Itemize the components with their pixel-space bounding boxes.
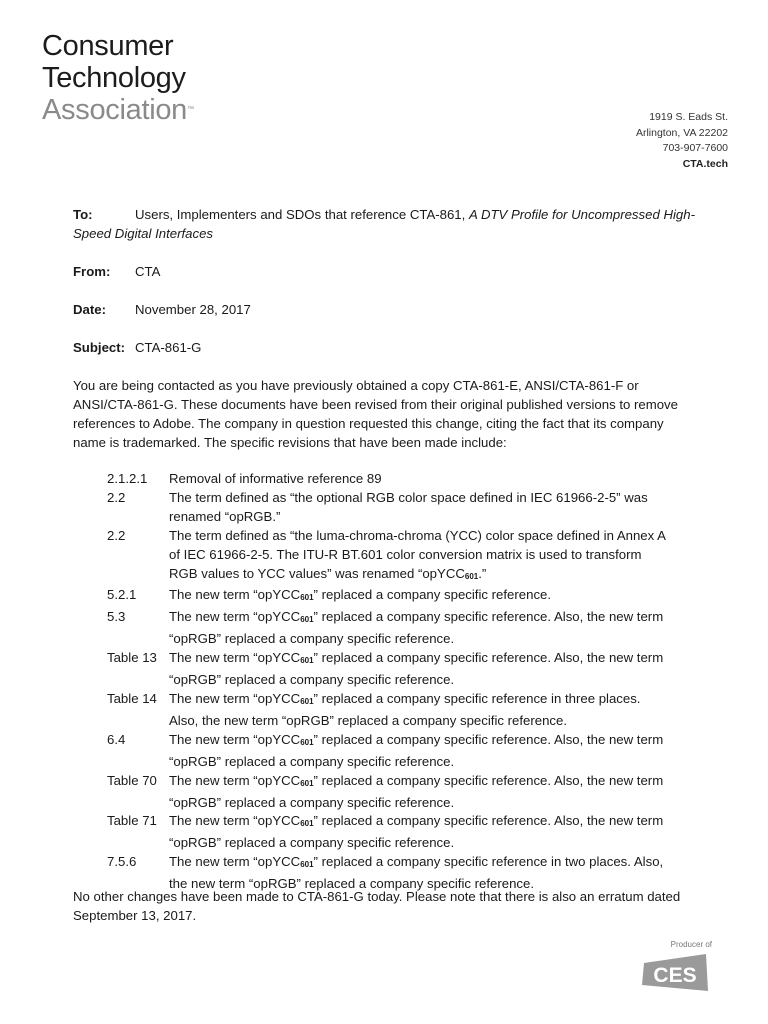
subscript-601: 601 — [300, 819, 314, 829]
trademark-mark: ™ — [187, 106, 194, 113]
subscript-601: 601 — [464, 571, 479, 581]
revision-item — [107, 470, 667, 489]
revision-text: ” replaced a company specific reference in three places. Also, the new term “opRGB” replaced a company specific reference. — [169, 690, 641, 728]
ces-logo-icon — [640, 951, 712, 993]
subscript-601: 601 — [300, 778, 314, 788]
revision-description — [169, 608, 667, 649]
subscript-601: 601 — [300, 860, 314, 870]
revision-text: Removal of informative reference 89 — [169, 471, 382, 486]
revision-item — [107, 731, 667, 772]
revision-text: ” replaced a company specific reference. Also, the new term “opRGB” replaced a company specific reference. — [169, 772, 664, 810]
revision-section: 7.5.6 — [107, 854, 137, 870]
address-city: Arlington, VA 22202 — [635, 126, 728, 139]
revision-item — [107, 772, 667, 813]
revision-section: 2.1.2.1 — [107, 471, 148, 486]
revision-text: The term defined as “the luma-chroma-chroma (YCC) color space defined in Annex A of IEC 61966-2-5. The ITU-R BT.601 color conversion matrix is used to transform RGB values to YCC values” was renamed “opYCC — [169, 527, 666, 581]
logo-line-2: Technology — [42, 62, 186, 94]
revision-description — [169, 812, 667, 853]
memo-to — [73, 205, 698, 243]
revision-item — [107, 649, 667, 690]
revision-text: .” — [478, 565, 487, 581]
revision-section: 6.4 — [107, 731, 126, 747]
to-label: To: — [73, 207, 93, 222]
from-value: CTA — [135, 264, 161, 279]
revision-item — [107, 527, 667, 587]
ces-producer-label: Producer of — [670, 940, 712, 949]
date-value: November 28, 2017 — [135, 302, 251, 317]
revision-description — [169, 690, 667, 731]
revision-text: The new term “opYCC — [169, 772, 301, 788]
revision-text: The term defined as “the optional RGB color space defined in IEC 61966-2-5” was renamed “opRGB.” — [169, 489, 648, 524]
revision-description — [169, 586, 667, 608]
revision-text: ” replaced a company specific reference. Also, the new term “opRGB” replaced a company specific reference. — [169, 813, 664, 851]
revision-section: Table 70 — [107, 772, 157, 788]
revision-text: The new term “opYCC — [169, 731, 301, 747]
revision-description — [169, 489, 667, 527]
revision-section: 5.2.1 — [107, 587, 137, 603]
revision-text: ” replaced a company specific reference. Also, the new term “opRGB” replaced a company specific reference. — [169, 650, 664, 688]
revision-section: 5.3 — [107, 609, 126, 625]
address-phone: 703-907-7600 — [662, 142, 728, 154]
revision-text: ” replaced a company specific reference. Also, the new term “opRGB” replaced a company specific reference. — [169, 609, 664, 647]
revision-text: ” replaced a company specific reference. — [313, 587, 552, 603]
subject-label: Subject: — [73, 340, 126, 355]
revision-section: 2.2 — [107, 527, 126, 543]
subscript-601: 601 — [300, 696, 314, 706]
subject-value: CTA-861-G — [135, 340, 202, 355]
revision-item — [107, 812, 667, 853]
memo-from — [73, 262, 160, 281]
from-label: From: — [73, 264, 111, 279]
revision-item — [107, 586, 667, 608]
revision-text: ” replaced a company specific reference in two places. Also, the new term “opRGB” replaced a company specific reference. — [169, 854, 664, 892]
revision-description — [169, 470, 667, 489]
memo-date — [73, 300, 251, 319]
revision-description — [169, 527, 667, 587]
subscript-601: 601 — [300, 737, 314, 747]
intro-paragraph: You are being contacted as you have previously obtained a copy CTA-861-E, ANSI/CTA-861-F or ANSI/CTA-861-G. These documents have been revised from their original published versions to remove references to Adobe. The company in question requested this change, citing the fact that its company name is trademarked. The specific revisions that have been made include: — [73, 378, 678, 450]
closing-paragraph: No other changes have been made to CTA-861-G today. Please note that there is also an erratum dated September 13, 2017. — [73, 889, 681, 923]
date-label: Date: — [73, 302, 106, 317]
subscript-601: 601 — [300, 656, 314, 666]
revision-description — [169, 772, 667, 813]
address-block — [636, 110, 728, 172]
to-title: A DTV Profile for Uncompressed High-Speed Digital Interfaces — [73, 207, 695, 241]
logo-line-3 — [42, 94, 194, 126]
revision-text: The new term “opYCC — [169, 813, 301, 829]
ces-badge — [640, 940, 712, 998]
address-street: 1919 S. Eads St. — [649, 111, 728, 123]
revision-description — [169, 649, 667, 690]
revision-text: The new term “opYCC — [169, 690, 301, 706]
revision-section: 2.2 — [107, 489, 126, 505]
cta-logo — [42, 30, 194, 126]
revision-text: The new term “opYCC — [169, 609, 301, 625]
memo-subject — [73, 338, 201, 357]
revision-description — [169, 731, 667, 772]
revision-item — [107, 489, 667, 527]
subscript-601: 601 — [300, 593, 314, 603]
to-text: Users, Implementers and SDOs that reference CTA-861, — [135, 207, 466, 222]
revision-list — [107, 470, 667, 894]
subscript-601: 601 — [300, 615, 314, 625]
logo-line-1: Consumer — [42, 30, 174, 62]
revision-section: Table 71 — [107, 813, 157, 829]
revision-section: Table 13 — [107, 650, 157, 666]
revision-text: The new term “opYCC — [169, 854, 301, 870]
revision-text: The new term “opYCC — [169, 650, 301, 666]
logo-line-3-text: Association — [42, 94, 187, 126]
revision-item — [107, 690, 667, 731]
address-website: CTA.tech — [682, 157, 728, 170]
revision-item — [107, 608, 667, 649]
ces-logo-text: CES — [653, 964, 697, 987]
revision-section: Table 14 — [107, 690, 157, 706]
revision-text: The new term “opYCC — [169, 587, 301, 603]
revision-text: ” replaced a company specific reference. Also, the new term “opRGB” replaced a company specific reference. — [169, 731, 664, 769]
